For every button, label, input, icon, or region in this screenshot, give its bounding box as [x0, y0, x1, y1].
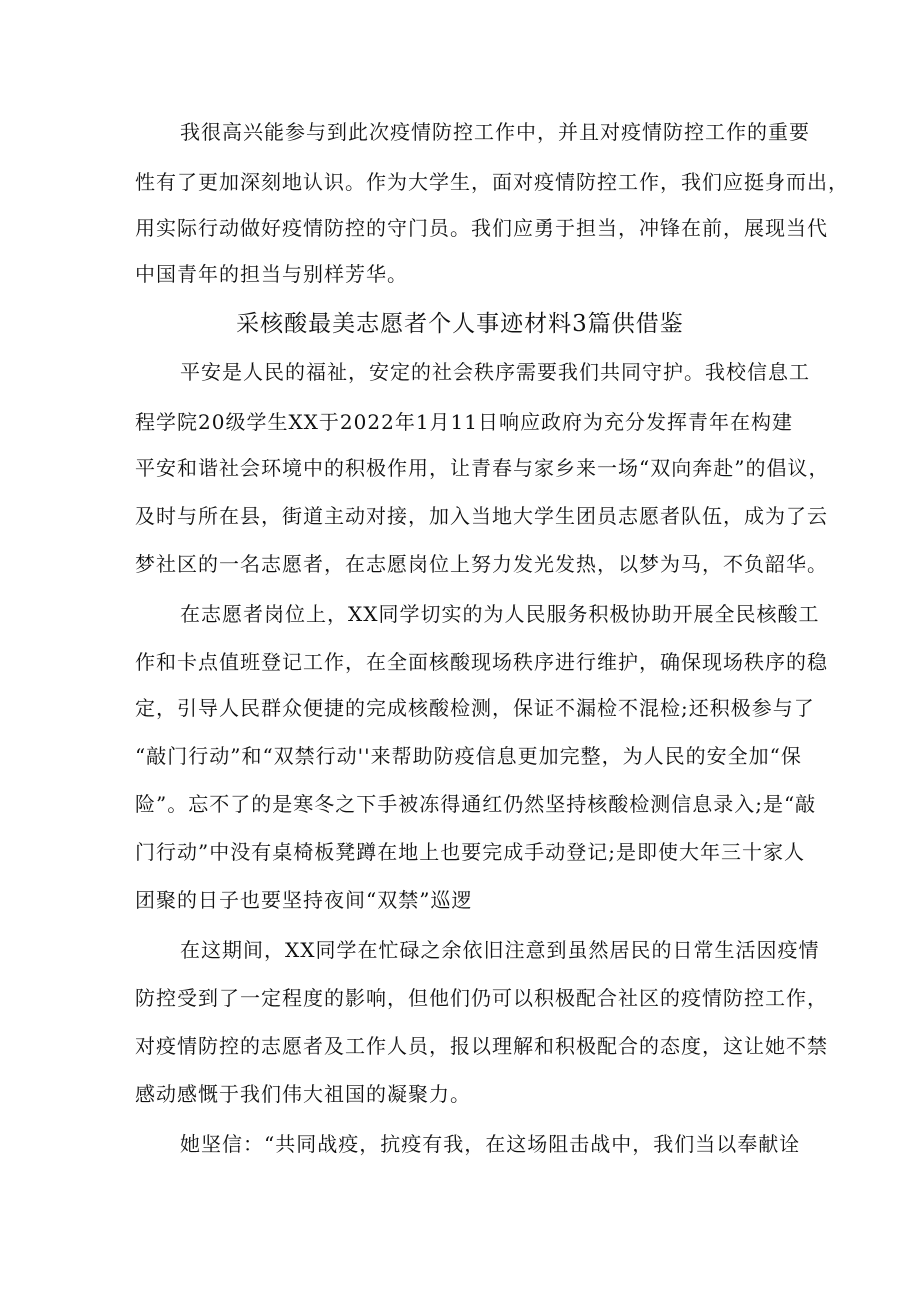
section-3-line-3: 对疫情防控的志愿者及工作人员，报以理解和积极配合的态度，这让她不禁 — [135, 1034, 828, 1058]
paragraph-1-line-2: 性有了更加深刻地认识。作为大学生，面对疫情防控工作，我们应挺身而出， — [135, 170, 849, 194]
section-2-line-6: 门行动”中没有桌椅板凳蹲在地上也要完成手动登记;是即使大年三十家人 — [135, 840, 805, 864]
paragraph-1-line-1: 我很高兴能参与到此次疫情防控工作中，并且对疫情防控工作的重要 — [180, 120, 810, 144]
section-3-line-4: 感动感慨于我们伟大祖国的凝聚力。 — [135, 1082, 471, 1106]
section-3-line-2: 防控受到了一定程度的影响，但他们仍可以积极配合社区的疫情防控工作， — [135, 986, 828, 1010]
section-2-line-2: 作和卡点值班登记工作，在全面核酸现场秩序进行维护，确保现场秩序的稳 — [135, 650, 828, 674]
section-2-line-5: 险”。忘不了的是寒冬之下手被冻得通红仍然坚持核酸检测信息录入;是“敲 — [135, 792, 817, 816]
section-3-line-1: 在这期间，XX同学在忙碌之余依旧注意到虽然居民的日常生活因疫情 — [180, 938, 820, 962]
section-4-line-1: 她坚信：“共同战疫，抗疫有我，在这场阻击战中，我们当以奉献诠 — [180, 1132, 801, 1156]
section-2-line-3: 定，引导人民群众便捷的完成核酸检测，保证不漏检不混检;还积极参与了 — [135, 696, 815, 720]
section-2-line-4: “敲门行动”和“双禁行动''来帮助防疫信息更加完整，为人民的安全加“保 — [135, 744, 802, 768]
section-2-line-1: 在志愿者岗位上，XX同学切实的为人民服务积极协助开展全民核酸工 — [180, 602, 820, 626]
section-1-line-5: 梦社区的一名志愿者，在志愿岗位上努力发光发热，以梦为马，不负韶华。 — [135, 552, 828, 576]
section-1-line-1: 平安是人民的福祉，安定的社会秩序需要我们共同守护。我校信息工 — [180, 360, 810, 384]
section-2-line-7: 团聚的日子也要坚持夜间“双禁”巡逻 — [135, 888, 473, 912]
document-title: 采核酸最美志愿者个人事迹材料3篇供借鉴 — [236, 311, 684, 337]
section-1-line-2: 程学院20级学生XX于2022年1月11日响应政府为充分发挥青年在构建 — [135, 410, 793, 434]
paragraph-1-line-3: 用实际行动做好疫情防控的守门员。我们应勇于担当，冲锋在前，展现当代 — [135, 216, 828, 240]
paragraph-1-line-4: 中国青年的担当与别样芳华。 — [135, 262, 408, 286]
section-1-line-4: 及时与所在县，街道主动对接，加入当地大学生团员志愿者队伍，成为了云 — [135, 504, 828, 528]
section-1-line-3: 平安和谐社会环境中的积极作用，让青春与家乡来一场“双向奔赴”的倡议， — [135, 456, 830, 480]
